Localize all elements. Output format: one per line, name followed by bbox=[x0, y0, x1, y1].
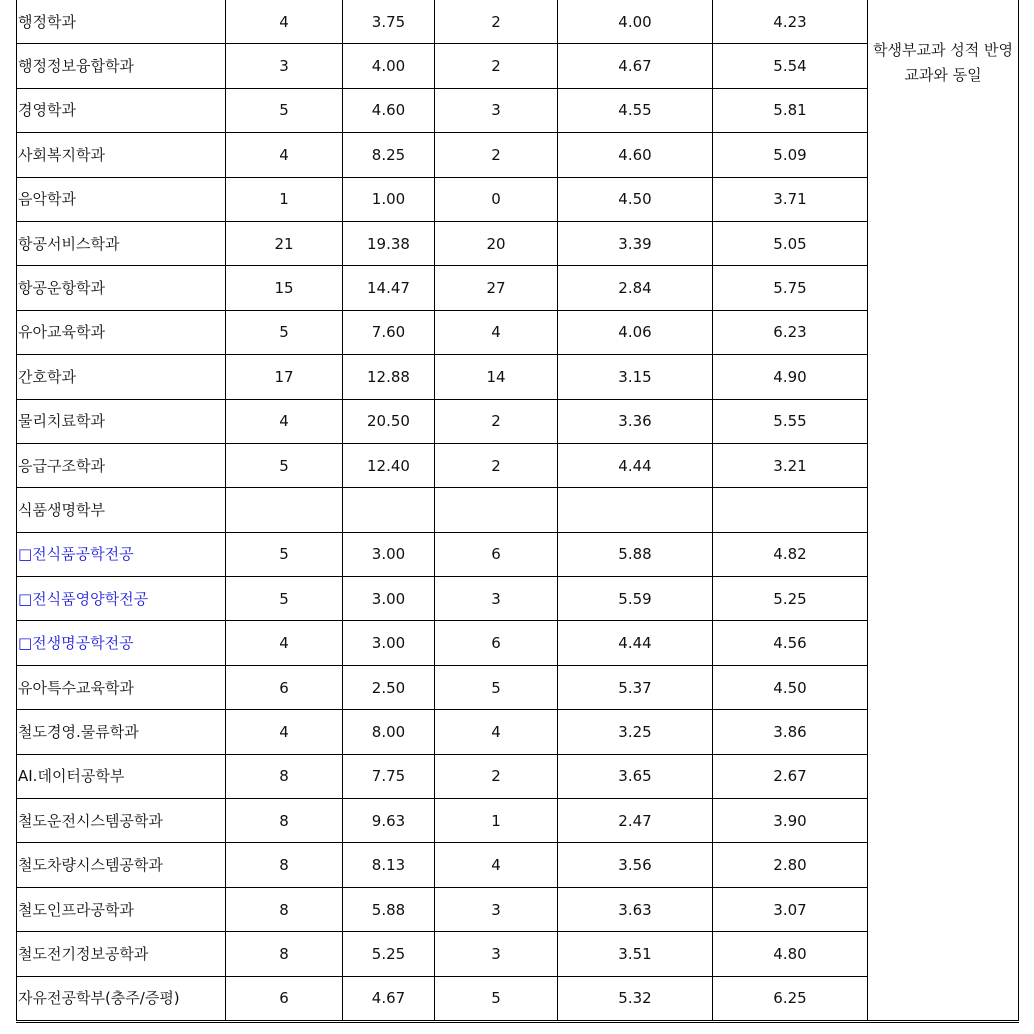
competition-rate-cell: 3.75 bbox=[343, 0, 435, 44]
admissions-results-table bbox=[16, 0, 1019, 1023]
grade-cutoff-cell: 3.86 bbox=[713, 710, 868, 754]
grade-cutoff-cell: 6.25 bbox=[713, 976, 868, 1021]
quota-cell: 4 bbox=[226, 399, 343, 443]
competition-rate-cell: 3.00 bbox=[343, 621, 435, 665]
department-name-cell: 철도운전시스템공학과 bbox=[17, 799, 226, 843]
quota-cell: 5 bbox=[226, 88, 343, 132]
department-name-cell: 유아교육학과 bbox=[17, 310, 226, 354]
quota-cell: 8 bbox=[226, 887, 343, 931]
grade-average-cell: 4.44 bbox=[558, 621, 713, 665]
quota-cell: 4 bbox=[226, 133, 343, 177]
competition-rate-cell bbox=[343, 488, 435, 532]
waitlist-cell: 14 bbox=[435, 355, 558, 399]
grade-cutoff-cell: 6.23 bbox=[713, 310, 868, 354]
quota-cell: 5 bbox=[226, 443, 343, 487]
sub-major-name-cell: □전식품공학전공 bbox=[17, 532, 226, 576]
grade-average-cell: 4.67 bbox=[558, 44, 713, 88]
waitlist-cell: 2 bbox=[435, 399, 558, 443]
grade-average-cell: 3.56 bbox=[558, 843, 713, 887]
quota-cell: 6 bbox=[226, 665, 343, 709]
grade-cutoff-cell: 4.90 bbox=[713, 355, 868, 399]
quota-cell: 8 bbox=[226, 843, 343, 887]
grade-cutoff-cell: 3.21 bbox=[713, 443, 868, 487]
waitlist-cell: 5 bbox=[435, 976, 558, 1021]
quota-cell: 8 bbox=[226, 754, 343, 798]
waitlist-cell: 0 bbox=[435, 177, 558, 221]
sub-major-name-cell: □전생명공학전공 bbox=[17, 621, 226, 665]
department-name-cell: 물리치료학과 bbox=[17, 399, 226, 443]
quota-cell: 5 bbox=[226, 310, 343, 354]
grade-average-cell: 4.44 bbox=[558, 443, 713, 487]
waitlist-cell: 3 bbox=[435, 88, 558, 132]
grade-average-cell: 2.84 bbox=[558, 266, 713, 310]
department-name-cell: 사회복지학과 bbox=[17, 133, 226, 177]
waitlist-cell: 2 bbox=[435, 754, 558, 798]
note-line-2: 교과와 동일 bbox=[904, 66, 982, 84]
grade-average-cell: 3.51 bbox=[558, 932, 713, 976]
competition-rate-cell: 12.88 bbox=[343, 355, 435, 399]
waitlist-cell: 2 bbox=[435, 133, 558, 177]
competition-rate-cell: 1.00 bbox=[343, 177, 435, 221]
grade-average-cell: 3.39 bbox=[558, 221, 713, 265]
quota-cell: 5 bbox=[226, 532, 343, 576]
competition-rate-cell: 8.00 bbox=[343, 710, 435, 754]
grade-cutoff-cell: 3.71 bbox=[713, 177, 868, 221]
competition-rate-cell: 20.50 bbox=[343, 399, 435, 443]
quota-cell: 1 bbox=[226, 177, 343, 221]
grade-average-cell bbox=[558, 488, 713, 532]
grade-cutoff-cell: 4.82 bbox=[713, 532, 868, 576]
quota-cell: 4 bbox=[226, 621, 343, 665]
quota-cell: 6 bbox=[226, 976, 343, 1021]
table-row bbox=[17, 0, 1019, 44]
waitlist-cell: 4 bbox=[435, 310, 558, 354]
waitlist-cell: 3 bbox=[435, 577, 558, 621]
quota-cell: 8 bbox=[226, 799, 343, 843]
competition-rate-cell: 4.60 bbox=[343, 88, 435, 132]
sub-major-name-cell: □전식품영양학전공 bbox=[17, 577, 226, 621]
waitlist-cell: 6 bbox=[435, 621, 558, 665]
quota-cell: 3 bbox=[226, 44, 343, 88]
competition-rate-cell: 7.75 bbox=[343, 754, 435, 798]
grade-average-cell: 4.55 bbox=[558, 88, 713, 132]
grade-average-cell: 4.50 bbox=[558, 177, 713, 221]
department-name-cell: 응급구조학과 bbox=[17, 443, 226, 487]
waitlist-cell: 2 bbox=[435, 44, 558, 88]
grade-cutoff-cell: 5.81 bbox=[713, 88, 868, 132]
waitlist-cell: 20 bbox=[435, 221, 558, 265]
grade-average-cell: 4.00 bbox=[558, 0, 713, 44]
waitlist-cell: 6 bbox=[435, 532, 558, 576]
competition-rate-cell: 2.50 bbox=[343, 665, 435, 709]
department-name-cell: 자유전공학부(충주/증평) bbox=[17, 976, 226, 1021]
grade-cutoff-cell: 4.50 bbox=[713, 665, 868, 709]
quota-cell: 5 bbox=[226, 577, 343, 621]
waitlist-cell: 3 bbox=[435, 932, 558, 976]
grade-average-cell: 3.25 bbox=[558, 710, 713, 754]
grade-cutoff-cell: 4.23 bbox=[713, 0, 868, 44]
competition-rate-cell: 12.40 bbox=[343, 443, 435, 487]
quota-cell: 8 bbox=[226, 932, 343, 976]
grade-average-cell: 5.32 bbox=[558, 976, 713, 1021]
waitlist-cell: 4 bbox=[435, 710, 558, 754]
grade-average-cell: 3.65 bbox=[558, 754, 713, 798]
department-name-cell: 항공서비스학과 bbox=[17, 221, 226, 265]
department-name-cell: 음악학과 bbox=[17, 177, 226, 221]
department-name-cell: 항공운항학과 bbox=[17, 266, 226, 310]
competition-rate-cell: 14.47 bbox=[343, 266, 435, 310]
grade-average-cell: 2.47 bbox=[558, 799, 713, 843]
grade-average-cell: 5.59 bbox=[558, 577, 713, 621]
department-name-cell: 경영학과 bbox=[17, 88, 226, 132]
competition-rate-cell: 5.25 bbox=[343, 932, 435, 976]
competition-rate-cell: 8.13 bbox=[343, 843, 435, 887]
competition-rate-cell: 8.25 bbox=[343, 133, 435, 177]
grade-cutoff-cell: 5.75 bbox=[713, 266, 868, 310]
grade-cutoff-cell: 2.67 bbox=[713, 754, 868, 798]
department-name-cell: 행정정보융합학과 bbox=[17, 44, 226, 88]
grade-cutoff-cell: 2.80 bbox=[713, 843, 868, 887]
waitlist-cell: 27 bbox=[435, 266, 558, 310]
waitlist-cell: 3 bbox=[435, 887, 558, 931]
competition-rate-cell: 4.00 bbox=[343, 44, 435, 88]
grade-cutoff-cell: 3.07 bbox=[713, 887, 868, 931]
quota-cell: 4 bbox=[226, 710, 343, 754]
waitlist-cell: 5 bbox=[435, 665, 558, 709]
department-name-cell: 철도인프라공학과 bbox=[17, 887, 226, 931]
grade-average-cell: 3.36 bbox=[558, 399, 713, 443]
grade-average-cell: 5.88 bbox=[558, 532, 713, 576]
competition-rate-cell: 9.63 bbox=[343, 799, 435, 843]
waitlist-cell bbox=[435, 488, 558, 532]
department-name-cell: 철도전기정보공학과 bbox=[17, 932, 226, 976]
grade-average-cell: 4.06 bbox=[558, 310, 713, 354]
grade-average-cell: 3.63 bbox=[558, 887, 713, 931]
quota-cell bbox=[226, 488, 343, 532]
department-name-cell: 식품생명학부 bbox=[17, 488, 226, 532]
department-name-cell: 철도경영.물류학과 bbox=[17, 710, 226, 754]
grade-cutoff-cell: 4.80 bbox=[713, 932, 868, 976]
competition-rate-cell: 3.00 bbox=[343, 532, 435, 576]
grade-cutoff-cell bbox=[713, 488, 868, 532]
grade-cutoff-cell: 4.56 bbox=[713, 621, 868, 665]
grade-average-cell: 4.60 bbox=[558, 133, 713, 177]
grade-cutoff-cell: 5.54 bbox=[713, 44, 868, 88]
competition-rate-cell: 4.67 bbox=[343, 976, 435, 1021]
quota-cell: 21 bbox=[226, 221, 343, 265]
quota-cell: 4 bbox=[226, 0, 343, 44]
grade-average-cell: 5.37 bbox=[558, 665, 713, 709]
waitlist-cell: 2 bbox=[435, 0, 558, 44]
competition-rate-cell: 19.38 bbox=[343, 221, 435, 265]
competition-rate-cell: 7.60 bbox=[343, 310, 435, 354]
waitlist-cell: 1 bbox=[435, 799, 558, 843]
competition-rate-cell: 5.88 bbox=[343, 887, 435, 931]
grade-average-cell: 3.15 bbox=[558, 355, 713, 399]
competition-rate-cell: 3.00 bbox=[343, 577, 435, 621]
department-name-cell: 유아특수교육학과 bbox=[17, 665, 226, 709]
grade-cutoff-cell: 5.09 bbox=[713, 133, 868, 177]
note-line-1: 학생부교과 성적 반영 bbox=[873, 41, 1013, 59]
waitlist-cell: 4 bbox=[435, 843, 558, 887]
admissions-results-document bbox=[16, 0, 1018, 1023]
grade-cutoff-cell: 5.05 bbox=[713, 221, 868, 265]
grade-cutoff-cell: 5.55 bbox=[713, 399, 868, 443]
quota-cell: 15 bbox=[226, 266, 343, 310]
waitlist-cell: 2 bbox=[435, 443, 558, 487]
quota-cell: 17 bbox=[226, 355, 343, 399]
department-name-cell: 행정학과 bbox=[17, 0, 226, 44]
grade-cutoff-cell: 3.90 bbox=[713, 799, 868, 843]
note-cell bbox=[868, 0, 1019, 1021]
grade-cutoff-cell: 5.25 bbox=[713, 577, 868, 621]
department-name-cell: AI.데이터공학부 bbox=[17, 754, 226, 798]
department-name-cell: 철도차량시스템공학과 bbox=[17, 843, 226, 887]
department-name-cell: 간호학과 bbox=[17, 355, 226, 399]
table-body bbox=[17, 0, 1019, 1021]
